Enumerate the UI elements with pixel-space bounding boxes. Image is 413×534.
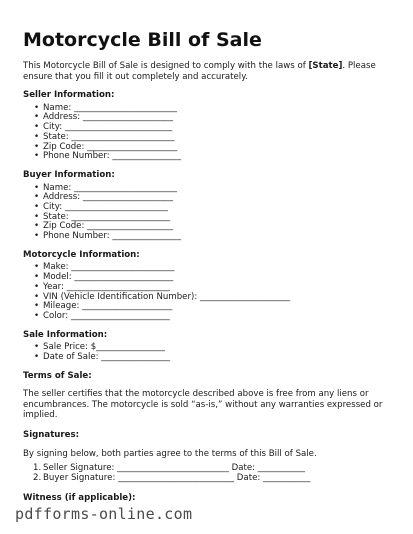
- terms-heading: Terms of Sale:: [23, 370, 92, 381]
- bullet-icon: •: [34, 351, 40, 362]
- bullet-icon: •: [34, 231, 40, 242]
- field-text: City: _________________________: [43, 122, 173, 133]
- bullet-icon: •: [34, 281, 40, 292]
- field-text: Name: ________________________: [43, 182, 178, 193]
- motorcycle-field-list: [23, 263, 393, 321]
- field-text: Address: _____________________: [43, 112, 174, 123]
- document-title: Motorcycle Bill of Sale: [23, 29, 262, 51]
- sale-field-list: [23, 343, 393, 362]
- bullet-icon: •: [34, 122, 40, 133]
- intro-text-after: . Please ensure that you fill it out completely and accurately.: [23, 61, 376, 82]
- bullet-icon: •: [34, 310, 40, 321]
- bullet-icon: •: [34, 131, 40, 142]
- seller-section: [23, 90, 393, 162]
- bullet-icon: •: [34, 151, 40, 162]
- field-text: State: ________________________: [43, 131, 175, 142]
- field-text: Address: _____________________: [43, 192, 174, 203]
- seller-heading: Seller Information:: [23, 90, 115, 101]
- intro-text-before: This Motorcycle Bill of Sale is designed to comply with the laws of: [23, 61, 309, 71]
- field-text: Phone Number: ________________: [43, 151, 182, 162]
- bullet-icon: •: [34, 182, 40, 193]
- signatures-section: [23, 430, 393, 484]
- field-text: Mileage: _____________________: [43, 301, 173, 312]
- field-text: Year: ________________________: [43, 281, 170, 292]
- field-text: Phone Number: ________________: [43, 231, 182, 242]
- field-text: Zip Code: _____________________: [43, 141, 178, 152]
- signature-text: Seller Signature: __________________________ Date: ___________: [43, 463, 306, 474]
- field-text: Make: ________________________: [43, 262, 175, 273]
- motorcycle-section: [23, 250, 393, 322]
- bullet-icon: •: [34, 192, 40, 203]
- bullet-icon: •: [34, 202, 40, 212]
- bullet-icon: •: [34, 272, 40, 283]
- buyer-section: [23, 170, 393, 242]
- motorcycle-color-field: [23, 312, 393, 322]
- bullet-icon: •: [34, 221, 40, 232]
- bullet-icon: •: [34, 211, 40, 222]
- list-number: 2.: [33, 472, 42, 483]
- bullet-icon: •: [34, 102, 40, 113]
- seller-field-list: [23, 104, 393, 162]
- terms-text: The seller certifies that the motorcycle described above is free from any liens or encumbrances. The motorcycle is sold “as-is,” without any warranties expressed or implied.: [23, 389, 383, 421]
- field-text: Date of Sale: ________________: [43, 351, 171, 362]
- field-text: Sale Price: $________________: [43, 342, 165, 353]
- bullet-icon: •: [34, 291, 40, 302]
- buyer-phone-field: [23, 232, 393, 242]
- document-content: [23, 28, 393, 503]
- bullet-icon: •: [34, 342, 40, 353]
- buyer-heading: Buyer Information:: [23, 170, 115, 180]
- buyer-signature-line: [23, 474, 393, 484]
- intro-paragraph: [23, 61, 393, 82]
- field-text: City: ________________________: [43, 202, 168, 212]
- watermark-text: pdfforms-online.com: [15, 505, 193, 523]
- seller-phone-field: [23, 152, 393, 162]
- bullet-icon: •: [34, 141, 40, 152]
- buyer-field-list: [23, 184, 393, 242]
- witness-section: [23, 493, 393, 504]
- signature-list: [23, 464, 393, 483]
- list-number: 1.: [33, 463, 42, 474]
- field-text: State: _______________________: [43, 211, 171, 222]
- signatures-heading: Signatures:: [23, 430, 80, 440]
- field-text: Name: ________________________: [43, 102, 178, 113]
- bullet-icon: •: [34, 112, 40, 123]
- field-text: VIN (Vehicle Identification Number): _____________________: [43, 291, 291, 302]
- motorcycle-heading: Motorcycle Information:: [23, 249, 140, 260]
- signatures-text: By signing below, both parties agree to the terms of this Bill of Sale.: [23, 448, 317, 459]
- bullet-icon: •: [34, 301, 40, 312]
- signature-text: Buyer Signature: ___________________________ Date: ___________: [43, 472, 311, 483]
- witness-heading: Witness (if applicable):: [23, 492, 136, 503]
- sale-section: [23, 330, 393, 363]
- intro-state-placeholder: [State]: [308, 61, 343, 71]
- sale-heading: Sale Information:: [23, 329, 108, 340]
- sale-date-field: [23, 353, 393, 363]
- field-text: Zip Code: ____________________: [43, 221, 174, 232]
- bullet-icon: •: [34, 262, 40, 273]
- terms-section: [23, 371, 393, 421]
- field-text: Color: _______________________: [43, 310, 170, 321]
- field-text: Model: _______________________: [43, 272, 174, 283]
